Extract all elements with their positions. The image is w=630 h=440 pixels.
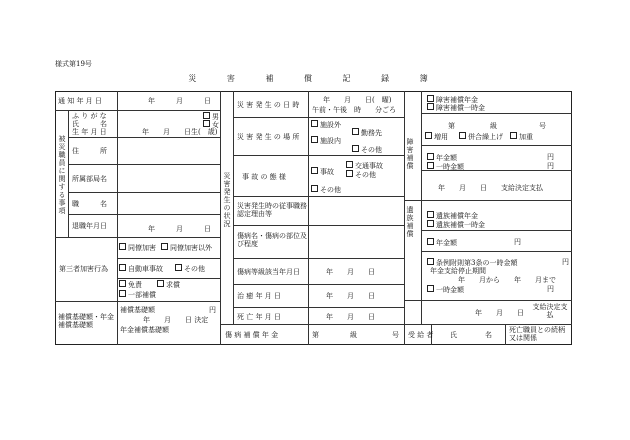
divider (505, 324, 506, 345)
cure-date-label: 治 癒 年 月 日 (237, 292, 281, 300)
pay-lump[interactable]: 一時金額 (427, 162, 464, 171)
victim-section-label: 被災職員に関する事項 (58, 135, 66, 215)
ber-pension[interactable]: 遺族補償年金 (427, 211, 478, 220)
row-line (421, 230, 572, 231)
row-line (117, 278, 220, 279)
position-label: 職 名 (72, 200, 107, 208)
row-line (233, 117, 404, 118)
checkbox[interactable] (427, 238, 434, 245)
occur-hour-value[interactable]: 午前・午後 時 分ごろ (312, 106, 396, 114)
row-line (233, 155, 404, 156)
article-lump[interactable]: 条例附則第3条の一時金額 (427, 258, 517, 267)
tp-option-partial[interactable]: 一部補償 (119, 290, 156, 299)
notice-date-label: 通 知 年 月 日 (58, 97, 102, 105)
birth-label: 生 年 月 日 (72, 128, 107, 136)
divider (68, 110, 69, 237)
place-other[interactable]: その他 (352, 145, 382, 154)
row-line (233, 284, 404, 285)
ber-pension-amount[interactable]: 年金額 (427, 238, 457, 247)
checkbox[interactable] (119, 243, 126, 250)
dis-sub-2[interactable]: 併合繰上げ (459, 132, 503, 141)
checkbox[interactable] (427, 211, 434, 218)
address-label: 住 所 (72, 147, 107, 155)
decision-date[interactable]: 年 月 日 (475, 309, 524, 317)
department-label: 所属部局名 (72, 175, 107, 183)
tp-option-not-colleague[interactable]: 同僚加害以外 (161, 243, 212, 252)
tp-option-car[interactable]: 自動車事故 (119, 264, 163, 273)
form-other[interactable]: その他 (346, 170, 376, 179)
checkbox[interactable] (427, 103, 434, 110)
dis-sub-1[interactable]: 増用 (425, 132, 448, 141)
form-number: 様式第19号 (55, 60, 92, 68)
base-amount-title: 補償基礎額 (120, 306, 155, 314)
gender-male[interactable]: 男 (203, 112, 219, 121)
retire-date-label: 退職年月日 (72, 222, 107, 230)
row-line (404, 300, 572, 301)
yen-unit: 円 (562, 258, 569, 266)
yen-unit: 円 (209, 306, 216, 314)
divider (404, 91, 405, 345)
section-line (404, 200, 572, 201)
row-line (68, 192, 220, 193)
pay-decision[interactable]: 年 月 日 支給決定支払 (438, 184, 543, 192)
tp-option-claim[interactable]: 求償 (157, 280, 180, 289)
dis-pension[interactable]: 障害補償年金 (427, 95, 478, 104)
gender-female[interactable]: 女 (203, 120, 219, 129)
document-title: 災 害 補 償 記 録 簿 (188, 74, 442, 83)
checkbox[interactable] (119, 264, 126, 271)
row-line (117, 258, 220, 259)
occur-time-label: 災 害 発 生 の 日 時 (237, 101, 300, 109)
row-line (233, 196, 404, 197)
checkbox[interactable] (346, 161, 353, 168)
pension-base-label: 年金補償基礎額 (120, 326, 169, 334)
injury-label: 傷病名・傷病の部位及び程度 (237, 232, 307, 248)
checkbox[interactable] (119, 280, 126, 287)
row-line (233, 307, 404, 308)
base-decision-date[interactable]: 年 月 日 決定 (143, 316, 209, 324)
checkbox[interactable] (427, 258, 434, 265)
checkbox[interactable] (311, 120, 318, 127)
notice-date-value[interactable]: 年 月 日 (148, 97, 211, 105)
checkbox[interactable] (311, 167, 318, 174)
checkbox[interactable] (311, 185, 318, 192)
yen-unit: 円 (547, 285, 554, 293)
base-amount-label: 補償基礎額・年金補償基礎額 (58, 313, 114, 329)
checkbox[interactable] (427, 220, 434, 227)
checkbox[interactable] (510, 132, 517, 139)
recipient-label: 受 給 者 (408, 331, 434, 339)
recipient-name-label: 氏 名 (450, 331, 492, 339)
place-workplace[interactable]: 勤務先 (352, 128, 382, 137)
birth-value[interactable]: 年 月 日生( 歳) (142, 128, 218, 136)
grade-suffix: 級 (350, 331, 357, 339)
suspend-label: 年金支給停止期間 (430, 267, 486, 275)
retire-date-value[interactable]: 年 月 日 (148, 225, 211, 233)
row-line (220, 324, 404, 325)
place-label: 災 害 発 生 の 場 所 (237, 133, 300, 141)
divider (220, 91, 221, 345)
checkbox[interactable] (427, 153, 434, 160)
checkbox[interactable] (175, 264, 182, 271)
checkbox[interactable] (203, 120, 210, 127)
grade-date-label: 傷病等級該当年月日 (237, 268, 300, 276)
form-accident[interactable]: 事故 (311, 167, 334, 176)
checkbox[interactable] (459, 132, 466, 139)
divider (117, 91, 118, 345)
disability-section-label: 障害補償 (406, 138, 414, 170)
divider (233, 91, 234, 324)
death-date-label: 死 亡 年 月 日 (237, 313, 281, 321)
grade-prefix: 第 (312, 331, 319, 339)
death-date-value[interactable]: 年 月 日 (326, 313, 375, 321)
name-label: 氏 名 (72, 120, 107, 128)
row-line (404, 324, 572, 325)
third-party-label: 第三者加害行為 (59, 265, 108, 273)
tp-option-other[interactable]: その他 (175, 264, 205, 273)
form-other-2[interactable]: その他 (311, 185, 341, 194)
checkbox[interactable] (161, 243, 168, 250)
row-line (68, 137, 220, 138)
dis-sub-3[interactable]: 加重 (510, 132, 533, 141)
bereaved-section-label: 遺族補償 (406, 206, 414, 238)
form-traffic[interactable]: 交通事故 (346, 161, 383, 170)
row-line (55, 237, 220, 238)
checkbox[interactable] (352, 145, 359, 152)
incident-section-label: 災害発生の状況 (223, 172, 231, 228)
checkbox[interactable] (425, 132, 432, 139)
duty-reason-label: 災害発生時の従事職務認定理由等 (237, 202, 307, 218)
row-line (421, 145, 572, 146)
place-outside[interactable]: 施設外 (311, 120, 341, 129)
row-line (68, 164, 220, 165)
dis-lump[interactable]: 障害補償一時金 (427, 103, 485, 112)
dis-grade-line[interactable]: 第 級 号 (448, 122, 546, 130)
injury-pension-label: 傷 病 補 償 年 金 (225, 331, 279, 339)
checkbox[interactable] (311, 136, 318, 143)
relation-label: 死亡職員との続柄又は関係 (509, 326, 565, 342)
row-line (55, 110, 220, 111)
checkbox[interactable] (119, 290, 126, 297)
checkbox[interactable] (427, 285, 434, 292)
place-inside[interactable]: 施設内 (311, 136, 341, 145)
suspend-period[interactable]: 年 月から 年 月まで (458, 276, 556, 284)
row-line (233, 225, 404, 226)
checkbox[interactable] (203, 112, 210, 119)
row-line (421, 113, 572, 114)
row-line (68, 214, 220, 215)
yen-unit: 円 (514, 238, 521, 246)
yen-unit: 円 (547, 162, 554, 170)
checkbox[interactable] (352, 128, 359, 135)
checkbox[interactable] (427, 95, 434, 102)
grade-date-value[interactable]: 年 月 日 (326, 268, 375, 276)
lump-amount[interactable]: 一時金額 (427, 285, 464, 294)
tp-option-exempt[interactable]: 免責 (119, 280, 142, 289)
pay-pension[interactable]: 年金額 (427, 153, 457, 162)
decision-label: 支給決定支払 (532, 303, 568, 319)
ber-lump[interactable]: 遺族補償一時金 (427, 220, 485, 229)
yen-unit: 円 (547, 153, 554, 161)
tp-option-colleague[interactable]: 同僚加害 (119, 243, 156, 252)
row-line (55, 301, 220, 302)
divider (421, 91, 422, 324)
row-line (233, 258, 404, 259)
cure-date-value[interactable]: 年 月 日 (326, 292, 375, 300)
number-suffix: 号 (392, 331, 399, 339)
accident-form-label: 事 故 の 態 様 (242, 173, 286, 181)
row-line (421, 251, 572, 252)
checkbox[interactable] (427, 162, 434, 169)
checkbox[interactable] (346, 170, 353, 177)
furigana-label: ふ り が な (72, 112, 107, 120)
occur-date-value[interactable]: 年 月 日( 曜) (323, 96, 392, 104)
checkbox[interactable] (157, 280, 164, 287)
